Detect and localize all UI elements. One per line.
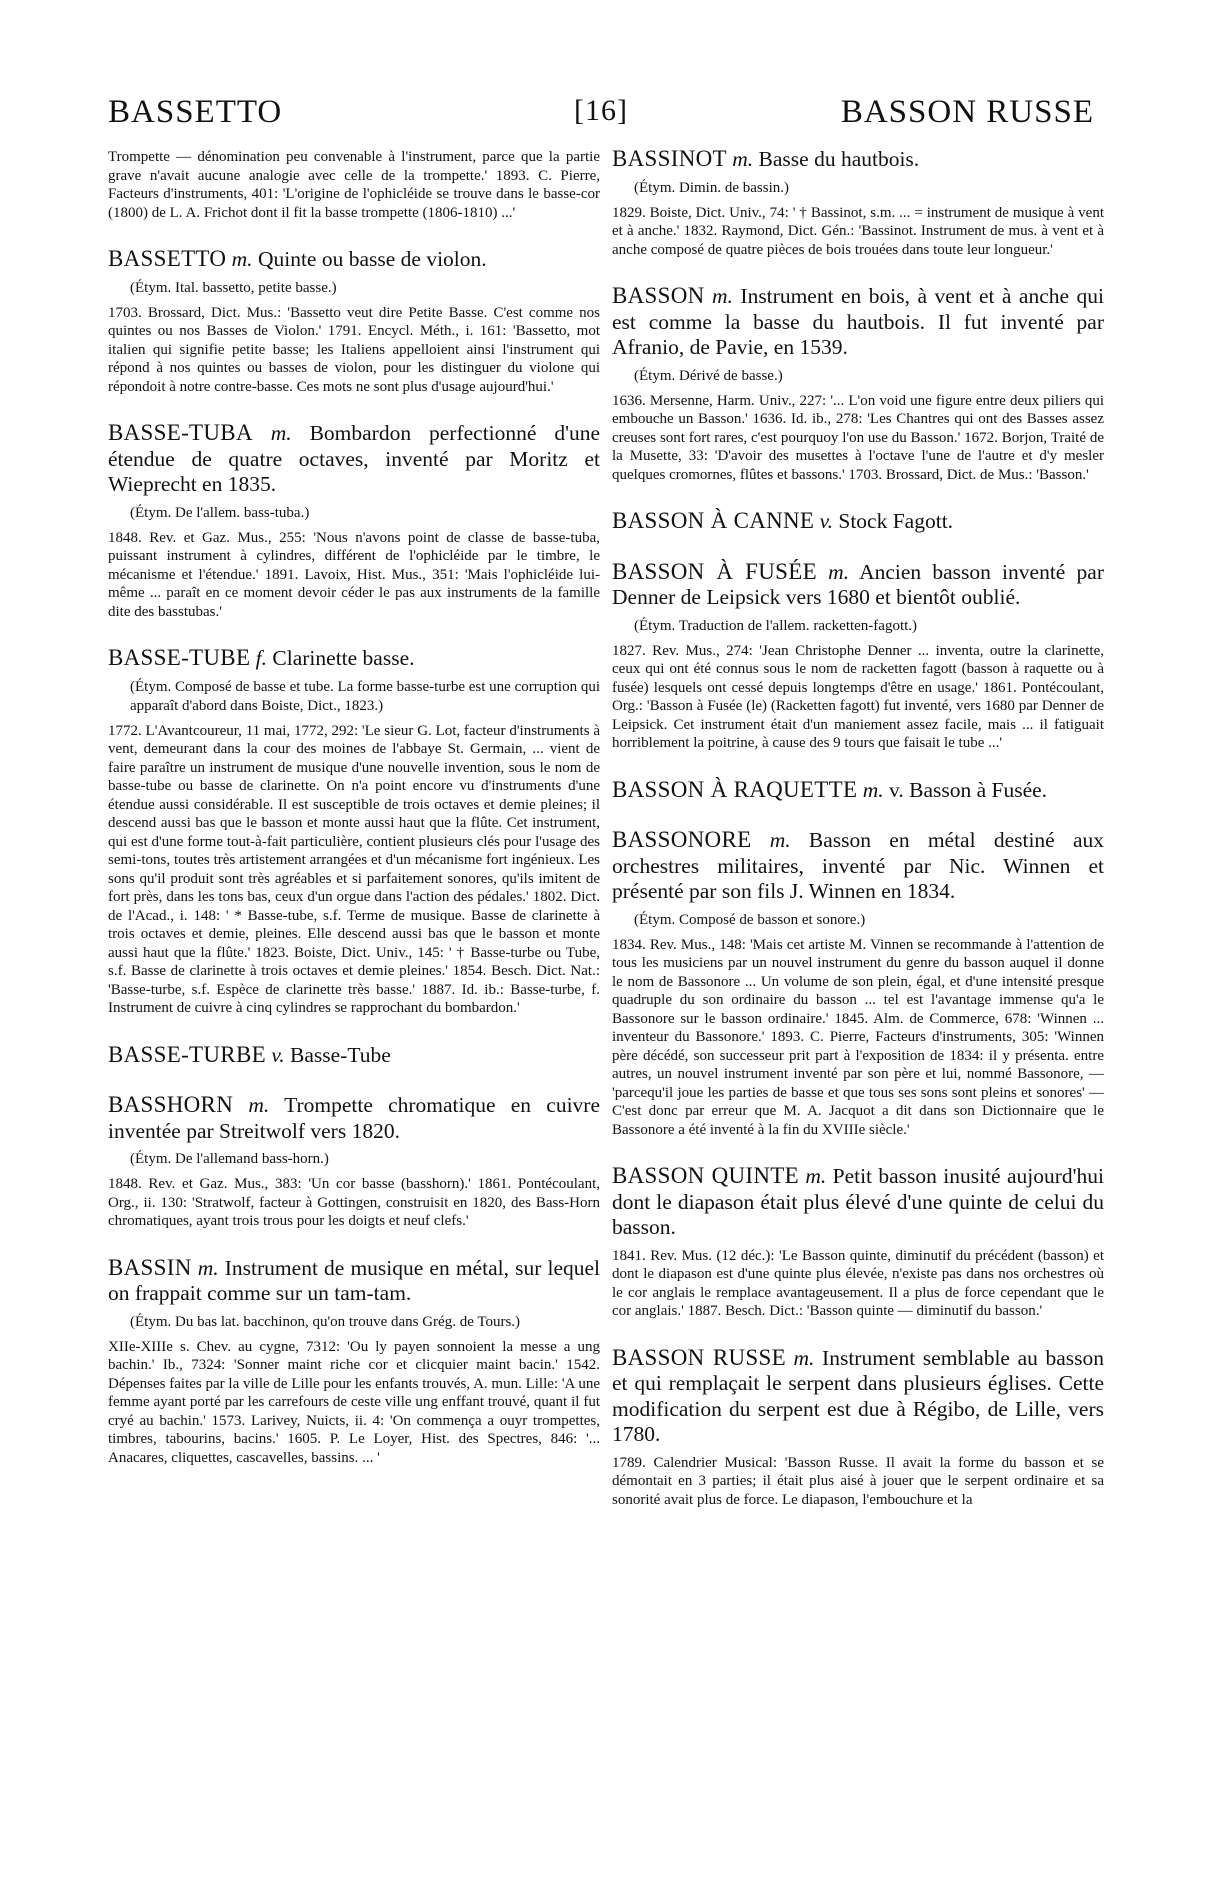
cross-reference: Basse-Tube (290, 1042, 391, 1067)
left-column (108, 146, 600, 1491)
part-of-speech: f. (255, 646, 268, 670)
definition: Quinte ou basse de violon. (257, 247, 487, 271)
definition: Basse du hautbois. (758, 147, 920, 171)
dictionary-entry (108, 645, 600, 1018)
dictionary-entry (108, 1255, 600, 1468)
dictionary-entry (108, 420, 600, 621)
headword: BASSON À RAQUETTE (612, 776, 858, 802)
headword: BASSINOT (612, 146, 727, 171)
citations: XIIe-XIIIe s. Chev. au cygne, 7312: 'Ou ly payen sonnoient la messe a ung bachin.' Ib., 7324: 'Sonner maint riche cor et clicquier maint bacin.' 1542. Dépenses faites par la ville de Lille pour les enfants trouvés, A. mun. Lille: 'A une femme ayant porté par les carrefours de ceste ville ung enffant trouvé, quant il fut cryé au bachin.' 1573. Larivey, Nuicts, ii. 4: 'On commença a ouyr trompettes, timbres, tabourins, bacins.' 1605. P. Le Loyer, Hist. des Spectres, 846: '... Anacares, cliquettes, cascavelles, bassins. ... ' (108, 1338, 600, 1466)
header-right-headword: BASSON RUSSE (840, 94, 1094, 130)
cross-reference: Stock Fagott. (838, 509, 954, 533)
definition: Instrument semblable au basson et qui remplaçait le serpent dans plusieurs églises. Cette modification du serpent est due à Régibo, de Lille, vers 1780. (612, 1345, 1105, 1446)
part-of-speech: m. (769, 828, 791, 852)
definition: Bombardon perfectionné d'une étendue de quatre octaves, inventé par Moritz et Wieprecht en 1835. (108, 421, 601, 496)
part-of-speech: m. (732, 147, 754, 171)
dictionary-entry (108, 1042, 600, 1069)
part-of-speech: m. (862, 777, 884, 802)
definition: Ancien basson inventé par Denner de Leipsick vers 1680 et bientôt oublié. (612, 559, 1104, 609)
etymology: (Étym. Dérivé de basse.) (634, 367, 783, 384)
part-of-speech: m. (197, 1255, 219, 1280)
citations: 1841. Rev. Mus. (12 déc.): 'Le Basson quinte, diminutif du précédent (basson) et dont le diapason est d'une quinte plus élevée, n'existe pas dans nos orchestres où le cor anglais le remplace avantageusement. Il a plus de force cependant que le cor anglais.' 1887. Besch. Dict.: 'Basson quinte — diminutif du basson.' (612, 1247, 1104, 1319)
header-left-headword: BASSETTO (108, 94, 283, 130)
headword: BASSHORN (108, 1092, 234, 1117)
entry-head (612, 508, 1104, 535)
citations: 1772. L'Avantcoureur, 11 mai, 1772, 292: 'Le sieur G. Lot, facteur d'instruments à vent, demeurant dans la cour des moines de l'abbaye St. Germain, ... vient de faire paraître un instrument de musique d'une nouvelle invention, sous le nom de basse-tube ou basse de clarinette. On n'a point encore vu d'instruments d'une étendue aussi considérable. Il est susceptible de trois octaves et demie pleines; il descend aussi bas que le basson et monte aussi haut que la flûte. Cet instrument, qui est d'une forme tout-à-fait particulière, contient plusieurs clés pour l'usage des semi-tons, toutes très artistement arrangées et d'un mécanisme fort ingénieux. Les sons qu'il produit sont très agréables et si parfaitement sonores, qu'ils imitent de fort près, dans les tons bas, ceux d'un orgue dans l'action des pédales.' 1802. Dict. de l'Acad., i. 148: ' * Basse-tube, s.f. Terme de musique. Basse de clarinette à trois octaves et demie, pleines. Elle descend aussi bas que le basson et monte aussi haut que la flûte.' 1823. Boiste, Dict. Univ., 145: ' † Basse-turbe ou Tube, s.f. Basse de clarinette à trois octaves et demie pleines.' 1854. Besch. Dict. Nat.: 'Basse-turbe, s.f. Espèce de clarinette très basse.' 1887. Id. ib.: Basse-turbe, f. Instrument de cuivre à cinq cylindres se rapprochant du bombardon.' (108, 722, 600, 1016)
headword: BASSIN (108, 1254, 192, 1280)
part-of-speech: m. (248, 1093, 270, 1117)
dictionary-entry (108, 246, 600, 396)
entry-head (108, 1042, 600, 1069)
entry-head (108, 645, 600, 672)
dictionary-entry (612, 508, 1104, 535)
etymology: (Étym. Composé de basson et sonore.) (634, 911, 866, 928)
etymology: (Étym. De l'allem. bass-tuba.) (130, 504, 310, 521)
cross-reference: v. Basson à Fusée. (889, 777, 1048, 802)
entry-head (108, 1255, 600, 1307)
right-column (612, 146, 1104, 1533)
headword: BASSON À CANNE (612, 508, 815, 533)
part-of-speech: m. (231, 247, 253, 271)
continuation-text: Trompette — dénomination peu convenable à l'instrument, parce que la partie grave n'avait aucune analogie avec celle de la trompette.' 1893. C. Pierre, Facteurs d'instruments, 401: 'L'origine de l'ophicléide se trouve dans le basse-cor (1800) de L. A. Frichot dont il fit la basse trompette (1806-1810) ...' (108, 149, 600, 221)
entry-head (612, 559, 1104, 611)
definition: Petit basson inusité aujourd'hui dont le diapason était plus élevé d'une quinte de celui du basson. (612, 1164, 1104, 1239)
entry-head (612, 1345, 1104, 1448)
citations: 1848. Rev. et Gaz. Mus., 383: 'Un cor basse (basshorn).' 1861. Pontécoulant, Org., ii. 130: 'Stratwolf, facteur à Gottingen, construisit en 1820, des Bass-Horn chromatiques, ayant trois trous pour les doigts et neuf clefs.' (108, 1176, 600, 1229)
etymology: (Étym. Traduction de l'allem. racketten-fagott.) (634, 617, 918, 634)
part-of-speech: m. (805, 1164, 827, 1188)
entry-head (108, 1092, 600, 1144)
headword: BASSE-TUBE (108, 645, 251, 670)
headword: BASSETTO (108, 246, 227, 271)
citations: 1789. Calendrier Musical: 'Basson Russe. Il avait la forme du basson et se démontait en 3 parties; il était plus aisé à jouer que le serpent ordinaire et sa sonorité avait plus de force. Le diapason, l'embouchure et la (612, 1454, 1104, 1508)
etymology: (Étym. Dimin. de bassin.) (634, 179, 789, 196)
entry-head (108, 246, 600, 273)
entry-head (612, 777, 1104, 804)
entry-head (612, 1163, 1104, 1241)
etymology: (Étym. De l'allemand bass-horn.) (130, 1151, 329, 1167)
headword: BASSON QUINTE (612, 1163, 799, 1188)
definition: Basson en métal destiné aux orchestres militaires, inventé par Nic. Winnen et présenté par son fils J. Winnen en 1834. (612, 828, 1105, 903)
part-of-speech: m. (828, 559, 850, 584)
headword: BASSON (612, 283, 705, 308)
citations: 1848. Rev. et Gaz. Mus., 255: 'Nous n'avons point de classe de basse-tuba, puissant instrument à cylindres, différent de l'ophicléide par le timbre, le mécanisme et l'étendue.' 1891. Lavoix, Hist. Mus., 351: 'Mais l'ophicléide lui-même ... paraît en ce moment devoir céder le pas aux instruments de la famille dite des basstubas.' (108, 529, 600, 620)
headword: BASSON À FUSÉE (612, 558, 817, 584)
running-head (108, 94, 1094, 144)
etymology: (Étym. Du bas lat. bacchinon, qu'on trouve dans Grég. de Tours.) (130, 1313, 521, 1330)
definition: Instrument de musique en métal, sur lequel on frappait comme sur un tam-tam. (108, 1255, 601, 1305)
part-of-speech: m. (712, 284, 733, 308)
part-of-speech: m. (793, 1345, 815, 1370)
dictionary-entry (612, 1163, 1104, 1321)
part-of-speech: v. (271, 1042, 285, 1067)
dictionary-entry (612, 777, 1104, 804)
citations: 1834. Rev. Mus., 148: 'Mais cet artiste M. Vinnen se recommande à l'attention de tous les musiciens par un nouvel instrument du genre du basson auquel il donne le nom de Bassonore ... Un volume de son plein, égal, et d'une intensité presque quadruple du son ordinaire du basson ... tel est l'avantage immense qu'a le Bassonore sur le basson ordinaire.' 1845. Alm. de Commerce, 678: 'Winnen ... inventeur du Bassonore.' 1893. C. Pierre, Facteurs d'instruments, 305: 'Winnen père décédé, son successeur prit part à l'exposition de 1834: il y présenta. entre autres, un nouvel instrument inventé par son père et lui, nommé Bassonore, — 'parcequ'il joue les parties de basse et que tous ses sons sont pleins et sonores' — C'est donc par erreur que M. A. Jacquot a dit dans son Dictionnaire que le Bassonore a été inventé à la fin du XVIIIe siècle.' (612, 936, 1104, 1138)
citations: 1829. Boiste, Dict. Univ., 74: ' † Bassinot, s.m. ... = instrument de musique à vent et à anche.' 1832. Raymond, Dict. Gén.: 'Bassinot. Instrument de mus. à vent et à anche composé de quatre pièces de bois trouées dans toute leur longueur.' (612, 204, 1104, 258)
page-number: [16] (574, 94, 628, 127)
etymology: (Étym. Composé de basse et tube. La forme basse-turbe est une corruption qui apparaît d'abord dans Boiste, Dict., 1823.) (130, 678, 600, 714)
dictionary-entry (612, 827, 1104, 1139)
headword: BASSE-TUBA (108, 420, 253, 445)
part-of-speech: v. (819, 509, 833, 533)
definition: Clarinette basse. (272, 646, 415, 670)
citations: 1636. Mersenne, Harm. Univ., 227: '... L'on void une figure entre deux piliers qui embouche un Basson.' 1636. Id. ib., 278: 'Les Chantres qui ont des Basses assez creuses sont fort rares, c'est pourquoy l'on use du Basson.' 1672. Borjon, Traité de la Musette, 33: 'D'avoir des musettes à l'octave l'une de l'autre et d'y mesler quelques cromornes, flûtes et bassons.' 1703. Brossard, Dict. de Mus.: 'Basson.' (612, 392, 1104, 483)
dictionary-entry (108, 1092, 600, 1231)
definition: Instrument en bois, à vent et à anche qui est comme la basse du hautbois. Il fut inventé par Afranio, de Pavie, en 1539. (612, 284, 1104, 359)
dictionary-entry (612, 283, 1104, 484)
etymology: (Étym. Ital. bassetto, petite basse.) (130, 279, 337, 296)
definition: Trompette chromatique en cuivre inventée par Streitwolf vers 1820. (108, 1093, 600, 1143)
entry-head (108, 420, 600, 498)
dictionary-entry (612, 1345, 1104, 1510)
entry-head (612, 827, 1104, 905)
dictionary-entry (612, 146, 1104, 259)
citations: 1703. Brossard, Dict. Mus.: 'Bassetto veut dire Petite Basse. C'est comme nos quintes ou nos Basses de Violon.' 1791. Encycl. Méth., i. 161: 'Bassetto, mot italien qui signifie petite basse; les Italiens appelloient ainsi l'instrument qui répond à nos quintes ou basses de violon, pour les distinguer du violone qui répondoit à notre contre-basse. Ces mots ne sont plus d'usage aujourd'hui.' (108, 304, 600, 395)
headword: BASSON RUSSE (612, 1344, 786, 1370)
entry-head (612, 146, 1104, 173)
headword: BASSONORE (612, 827, 752, 852)
part-of-speech: m. (270, 421, 292, 445)
entry-head (612, 283, 1104, 361)
citations: 1827. Rev. Mus., 274: 'Jean Christophe Denner ... inventa, outre la clarinette, ceux qui ont été connus sous le nom de racketten fagott (basson à raquette ou à fusée) lesquels ont cessé depuis longtemps d'être en usage.' 1861. Pontécoulant, Org.: 'Basson à Fusée (le) (Racketten fagott) fut inventé, vers 1680 par Denner de Leipsick. Cet instrument était d'un maniement assez facile, mais ... il fatiguait horriblement la poitrine, à cause des 9 tours que faisait le tube ...' (612, 642, 1104, 751)
headword: BASSE-TURBE (108, 1041, 266, 1067)
dictionary-entry (612, 559, 1104, 753)
